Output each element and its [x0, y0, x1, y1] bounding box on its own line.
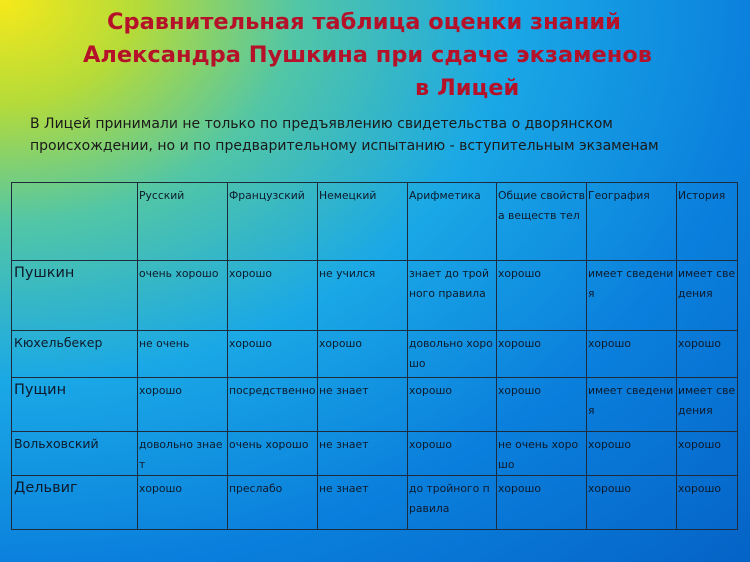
table-cell: хорошо — [677, 476, 738, 530]
table-cell: хорошо — [497, 261, 587, 331]
title-line-1: Сравнительная таблица оценки знаний — [107, 9, 621, 35]
row-name: Кюхельбекер — [12, 331, 138, 378]
table-cell: хорошо — [587, 476, 677, 530]
title-line-2: Александра Пушкина при сдаче экзаменов — [83, 42, 653, 68]
intro-text — [30, 113, 730, 157]
table-cell: имеет сведения — [587, 378, 677, 432]
table-cell: хорошо — [587, 331, 677, 378]
row-name: Пущин — [12, 378, 138, 432]
table-cell: хорошо — [138, 476, 228, 530]
table-cell: хорошо — [408, 378, 497, 432]
intro-line-1: В Лицей принимали не только по предъявлению свидетельства о дворянском — [30, 116, 613, 132]
table-cell: хорошо — [497, 378, 587, 432]
table-cell: хорошо — [228, 331, 318, 378]
table-cell: хорошо — [318, 331, 408, 378]
title-line-3: в Лицей — [415, 75, 520, 101]
header-french: Французский — [228, 183, 318, 261]
table-cell: хорошо — [497, 476, 587, 530]
table-cell: довольно знает — [138, 432, 228, 476]
header-german: Немецкий — [318, 183, 408, 261]
table-cell: до тройного правила — [408, 476, 497, 530]
slide-title — [0, 6, 750, 105]
row-name: Дельвиг — [12, 476, 138, 530]
table-cell: очень хорошо — [228, 432, 318, 476]
table-cell: хорошо — [408, 432, 497, 476]
table-row — [12, 261, 738, 331]
table-header-row — [12, 183, 738, 261]
table-cell: имеет сведения — [587, 261, 677, 331]
table-row — [12, 476, 738, 530]
table-cell: не очень — [138, 331, 228, 378]
table-cell: имеет сведения — [677, 261, 738, 331]
table-cell: очень хорошо — [138, 261, 228, 331]
table-cell: хорошо — [228, 261, 318, 331]
table-cell: хорошо — [587, 432, 677, 476]
header-corner — [12, 183, 138, 261]
row-name: Вольховский — [12, 432, 138, 476]
table-cell: не очень хорошо — [497, 432, 587, 476]
header-geography: География — [587, 183, 677, 261]
header-history: История — [677, 183, 738, 261]
table-cell: не знает — [318, 432, 408, 476]
table-cell: не знает — [318, 476, 408, 530]
row-name: Пушкин — [12, 261, 138, 331]
header-general-properties: Общие свойства веществ тел — [497, 183, 587, 261]
header-russian: Русский — [138, 183, 228, 261]
table-cell: не учился — [318, 261, 408, 331]
table-row — [12, 331, 738, 378]
table-row — [12, 432, 738, 476]
table-cell: довольно хорошо — [408, 331, 497, 378]
table-cell: хорошо — [497, 331, 587, 378]
header-arithmetic: Арифметика — [408, 183, 497, 261]
table-cell: хорошо — [677, 331, 738, 378]
table-cell: знает до тройного правила — [408, 261, 497, 331]
table-cell: хорошо — [138, 378, 228, 432]
table-cell: преслабо — [228, 476, 318, 530]
table-cell: не знает — [318, 378, 408, 432]
table-row — [12, 378, 738, 432]
comparison-table — [11, 182, 738, 530]
table-cell: хорошо — [677, 432, 738, 476]
table-cell: посредственно — [228, 378, 318, 432]
table-cell: имеет сведения — [677, 378, 738, 432]
intro-line-2: происхождении, но и по предварительному испытанию - вступительным экзаменам — [30, 138, 659, 154]
